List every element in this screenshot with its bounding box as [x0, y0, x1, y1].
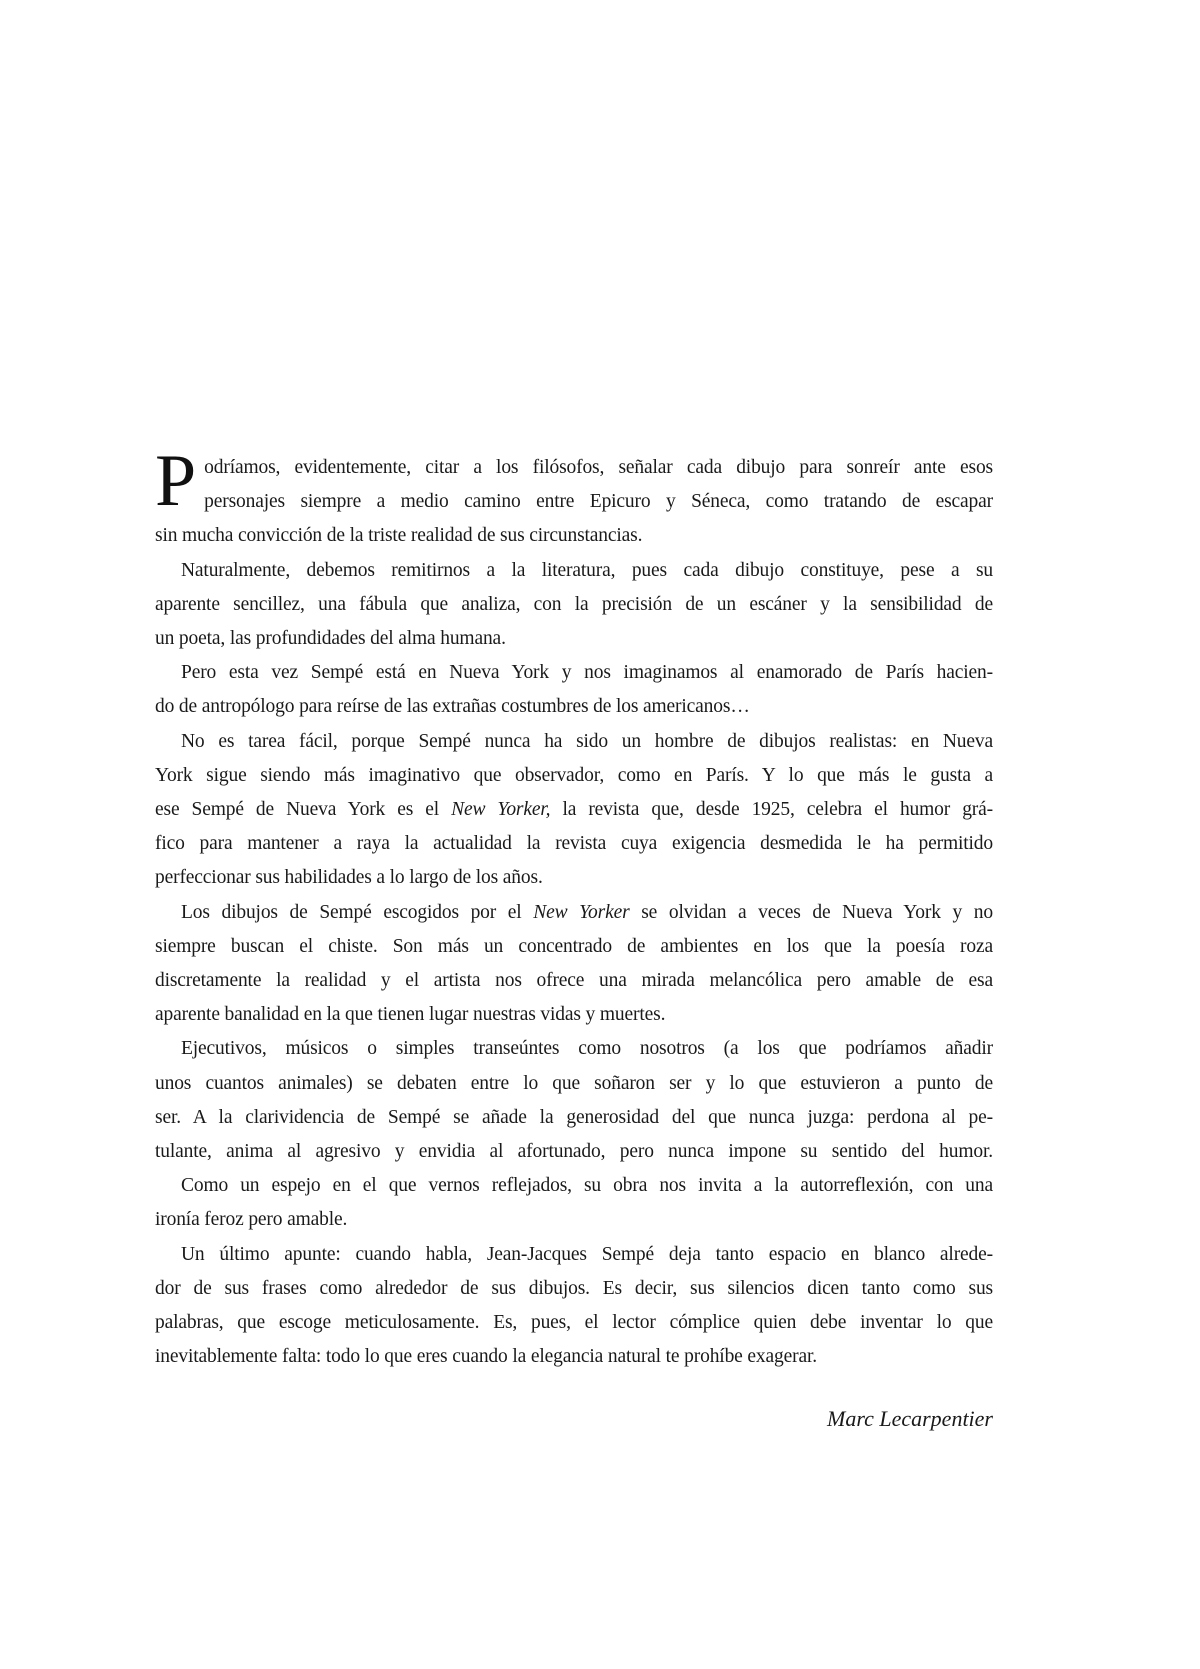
text-block [155, 440, 993, 1434]
text-line [155, 656, 993, 690]
text-line [155, 1340, 993, 1374]
text-run: Como un espejo en el que vernos reflejados, su obra nos invita a la autorreflexión, con una [181, 1175, 993, 1197]
text-line [155, 896, 993, 930]
text-run: fico para mantener a raya la actualidad la revista cuya exigencia desmedida le ha permitido [155, 833, 993, 855]
italic-text-run: New Yorker, [451, 799, 551, 821]
text-run: ser. A la clarividencia de Sempé se añade la generosidad del que nunca juzga: perdona al pe- [155, 1106, 993, 1128]
text-line [155, 1101, 993, 1135]
text-line [155, 998, 993, 1032]
text-run: odríamos, evidentemente, citar a los filósofos, señalar cada dibujo para sonreír ante esos [204, 457, 993, 478]
text-line [155, 1135, 993, 1169]
text-line [155, 861, 993, 895]
text-line [155, 725, 993, 759]
paragraph-3 [155, 656, 993, 724]
text-run: personajes siempre a medio camino entre Epicuro y Séneca, como tratando de escapar [204, 491, 993, 513]
paragraph-8 [155, 1238, 993, 1375]
text-run: ironía feroz pero amable. [155, 1209, 348, 1231]
text-line [155, 690, 993, 724]
text-run: Naturalmente, debemos remitirnos a la literatura, pues cada dibujo constituye, pese a su [181, 559, 993, 581]
text-line [155, 1067, 993, 1101]
paragraph-1 [155, 440, 993, 554]
text-run: palabras, que escoge meticulosamente. Es, pues, el lector cómplice quien debe inventar lo que [155, 1312, 993, 1334]
text-run: se olvidan a veces de Nueva York y no [629, 901, 993, 923]
italic-text-run: New Yorker [533, 901, 630, 923]
paragraph-4 [155, 725, 993, 896]
text-run: la revista que, desde 1925, celebra el humor grá- [550, 799, 993, 821]
text-line [155, 964, 993, 998]
text-line [155, 519, 993, 553]
text-line [155, 1272, 993, 1306]
text-run: siempre buscan el chiste. Son más un concentrado de ambientes en los que la poesía roza [155, 935, 993, 957]
text-line [155, 793, 993, 827]
text-line [155, 554, 993, 588]
text-run: unos cuantos animales) se debaten entre lo que soñaron ser y lo que estuvieron a punto de [155, 1072, 993, 1094]
text-run: ese Sempé de Nueva York es el [155, 799, 452, 821]
drop-cap: P [155, 440, 197, 522]
text-run: inevitablemente falta: todo lo que eres cuando la elegancia natural te prohíbe exagerar. [155, 1346, 817, 1368]
text-run: Ejecutivos, músicos o simples transeúntes como nosotros (a los que podríamos añadir [181, 1038, 993, 1060]
text-run: discretamente la realidad y el artista nos ofrece una mirada melancólica pero amable de esa [155, 970, 993, 992]
paragraph-7 [155, 1169, 993, 1237]
text-line [155, 1032, 993, 1066]
text-run: tulante, anima al agresivo y envidia al afortunado, pero nunca impone su sentido del humor. [155, 1141, 993, 1163]
text-line [155, 1306, 993, 1340]
text-line [155, 1169, 993, 1203]
text-line [155, 1238, 993, 1272]
text-line [155, 759, 993, 793]
paragraph-5 [155, 896, 993, 1033]
text-run: dor de sus frases como alrededor de sus dibujos. Es decir, sus silencios dicen tanto como sus [155, 1277, 993, 1299]
text-line [155, 827, 993, 861]
text-line [155, 622, 993, 656]
text-line [155, 1203, 993, 1237]
text-run: sin mucha convicción de la triste realidad de sus circunstancias. [155, 525, 643, 547]
paragraph-6 [155, 1032, 993, 1169]
text-run: aparente sencillez, una fábula que analiza, con la precisión de un escáner y la sensibilidad de [155, 593, 993, 615]
text-run: Pero esta vez Sempé está en Nueva York y nos imaginamos al enamorado de París hacien- [181, 662, 993, 684]
text-line [155, 485, 993, 519]
text-line [155, 451, 993, 485]
text-run: perfeccionar sus habilidades a lo largo de los años. [155, 867, 543, 889]
text-run: York sigue siendo más imaginativo que observador, como en París. Y lo que más le gusta a [155, 764, 993, 786]
paragraph-2 [155, 554, 993, 657]
signature: Marc Lecarpentier [827, 1406, 993, 1432]
text-line [155, 588, 993, 622]
text-run: Los dibujos de Sempé escogidos por el [181, 901, 534, 923]
text-run: Un último apunte: cuando habla, Jean-Jacques Sempé deja tanto espacio en blanco alrede- [181, 1243, 993, 1265]
text-run: No es tarea fácil, porque Sempé nunca ha sido un hombre de dibujos realistas: en Nueva [181, 730, 993, 752]
text-line [155, 930, 993, 964]
text-run: do de antropólogo para reírse de las extrañas costumbres de los americanos… [155, 696, 750, 718]
text-run: un poeta, las profundidades del alma humana. [155, 628, 506, 650]
text-run: aparente banalidad en la que tienen lugar nuestras vidas y muertes. [155, 1004, 666, 1026]
